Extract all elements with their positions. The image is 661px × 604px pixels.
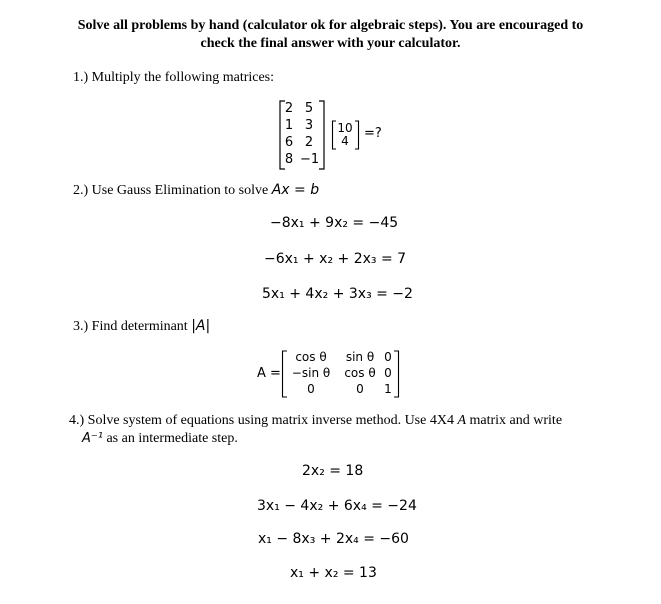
problem-4-inverse: A⁻¹ [82, 431, 103, 446]
problem-3-label: 3.) Find determinant [73, 319, 192, 334]
problem-1-matrix-a [278, 100, 328, 170]
matrix-cell: sin θ [345, 350, 375, 364]
problem-1-text: 1.) Multiply the following matrices: [73, 70, 275, 85]
matrix-a-right-bracket [318, 100, 326, 170]
problem-3-matrix [281, 350, 401, 398]
matrix-lhs: A = [257, 366, 281, 381]
gauss-eq-2: −6x₁ + x₂ + 2x₃ = 7 [264, 251, 407, 267]
matrix-cell: 1 [384, 382, 392, 396]
matrix-cell: −sin θ [291, 366, 331, 380]
matrix-cell: 0 [384, 350, 392, 364]
inverse-eq-1: 2x₂ = 18 [302, 463, 364, 479]
problem-2-text [73, 182, 319, 199]
problem-4-text-c: as an intermediate step. [102, 431, 238, 446]
problem-4-text-b: matrix and write [466, 413, 563, 428]
matrix-cell: 0 [384, 366, 392, 380]
matrix-a-cell: 2 [284, 101, 294, 116]
matrix-a-cell: 5 [304, 101, 314, 116]
vector-cell: 10 [337, 121, 353, 135]
problem-2-expr: Ax = b [271, 182, 320, 198]
matrix-a-cell: 6 [284, 135, 294, 150]
problem-4-a: A [457, 413, 467, 428]
matrix-a-cell: 1 [284, 118, 294, 133]
inverse-eq-3: x₁ − 8x₃ + 2x₄ = −60 [258, 531, 409, 547]
gauss-eq-3: 5x₁ + 4x₂ + 3x₃ = −2 [262, 286, 413, 302]
matrix-a-cell: 2 [304, 135, 314, 150]
problem-3-text [73, 318, 210, 335]
problem-4-line-1 [69, 412, 562, 429]
header-line-2: check the final answer with your calculator. [200, 36, 461, 51]
problem-4-text-a: 4.) Solve system of equations using matrix inverse method. Use 4X4 [69, 413, 458, 428]
problem-4-line-2 [82, 430, 238, 447]
vector-cell: 4 [341, 134, 349, 148]
gauss-eq-1: −8x₁ + 9x₂ = −45 [270, 215, 399, 231]
inverse-eq-2: 3x₁ − 4x₂ + 6x₄ = −24 [257, 498, 417, 514]
matrix-cell: 0 [356, 382, 364, 396]
equals-question: =? [364, 126, 382, 141]
matrix-a-cell: 3 [304, 118, 314, 133]
matrix-cell: cos θ [295, 350, 327, 364]
inverse-eq-4: x₁ + x₂ = 13 [290, 565, 377, 581]
matrix-cell: cos θ [344, 366, 376, 380]
problem-2-label: 2.) Use Gauss Elimination to solve [73, 183, 272, 198]
problem-1-vector [331, 120, 361, 150]
header-line-1: Solve all problems by hand (calculator ok for algebraic steps). You are encouraged to [77, 18, 584, 33]
problem-3-expr: |A| [191, 318, 211, 334]
matrix-a-cell: 8 [284, 152, 294, 167]
matrix-a-cell: −1 [300, 152, 320, 167]
matrix-cell: 0 [307, 382, 315, 396]
